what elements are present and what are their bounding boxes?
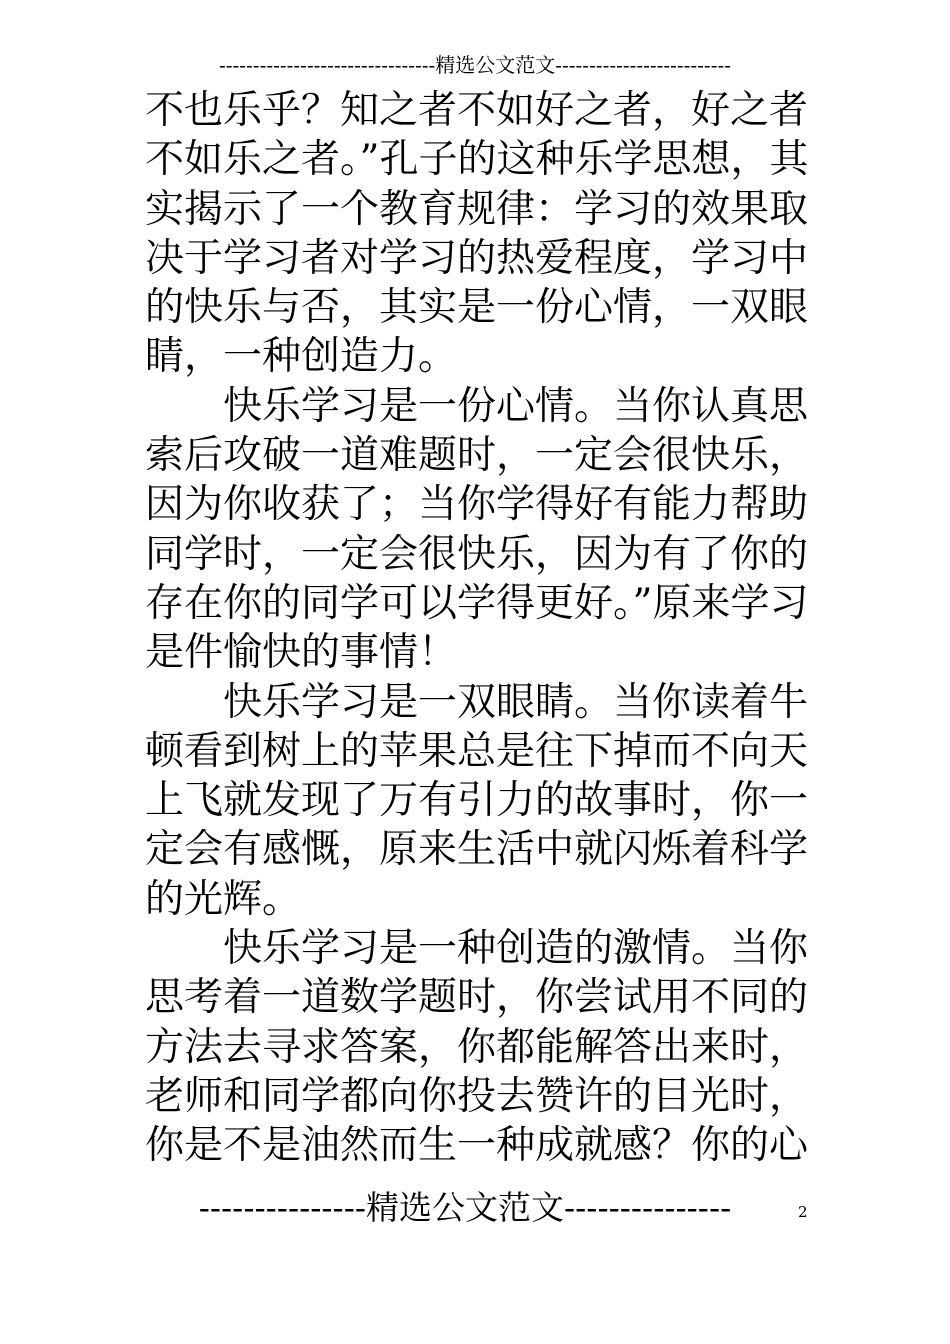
- text-line: 的光辉。: [145, 876, 302, 922]
- text-line: 存在你的同学可以学得更好。”原来学习: [145, 580, 809, 626]
- text-line: 不也乐乎？知之者不如好之者，好之者: [145, 88, 809, 133]
- text-line: 你是不是油然而生一种成就感？你的心: [145, 1123, 809, 1169]
- text-line: 老师和同学都向你投去赞许的目光时，: [145, 1073, 809, 1119]
- paragraph-start-line: 快乐学习是一份心情。当你认真思: [223, 383, 809, 429]
- text-line: 实揭示了一个教育规律：学习的效果取: [145, 186, 809, 232]
- document-body: [145, 86, 813, 1171]
- paragraph-start-line: 快乐学习是一种创造的激情。当你: [223, 926, 809, 972]
- text-line: 的快乐与否，其实是一份心情，一双眼: [145, 285, 809, 331]
- page-number: 2: [798, 1203, 808, 1221]
- text-line: 不如乐之者。”孔子的这种乐学思想，其: [145, 137, 809, 183]
- text-line: 定会有感慨，原来生活中就闪烁着科学: [145, 827, 809, 873]
- page-header: --------------------------------精选公文范文--------------------------: [219, 53, 731, 77]
- text-line: 方法去寻求答案，你都能解答出来时，: [145, 1024, 809, 1070]
- text-line: 上飞就发现了万有引力的故事时，你一: [145, 778, 809, 824]
- text-line: 同学时，一定会很快乐，因为有了你的: [145, 531, 809, 577]
- paragraph-start-line: 快乐学习是一双眼睛。当你读着牛: [223, 679, 809, 725]
- page-footer: ---------------精选公文范文---------------: [198, 1188, 732, 1227]
- text-line: 顿看到树上的苹果总是往下掉而不向天: [145, 728, 809, 774]
- text-line: 是件愉快的事情！: [145, 630, 458, 676]
- text-line: 思考着一道数学题时，你尝试用不同的: [145, 975, 809, 1021]
- text-line: 睛，一种创造力。: [145, 334, 458, 380]
- text-line: 因为你收获了；当你学得好有能力帮助: [145, 482, 809, 528]
- text-line: 索后攻破一道难题时，一定会很快乐，: [145, 433, 809, 479]
- text-line: 决于学习者对学习的热爱程度，学习中: [145, 235, 809, 281]
